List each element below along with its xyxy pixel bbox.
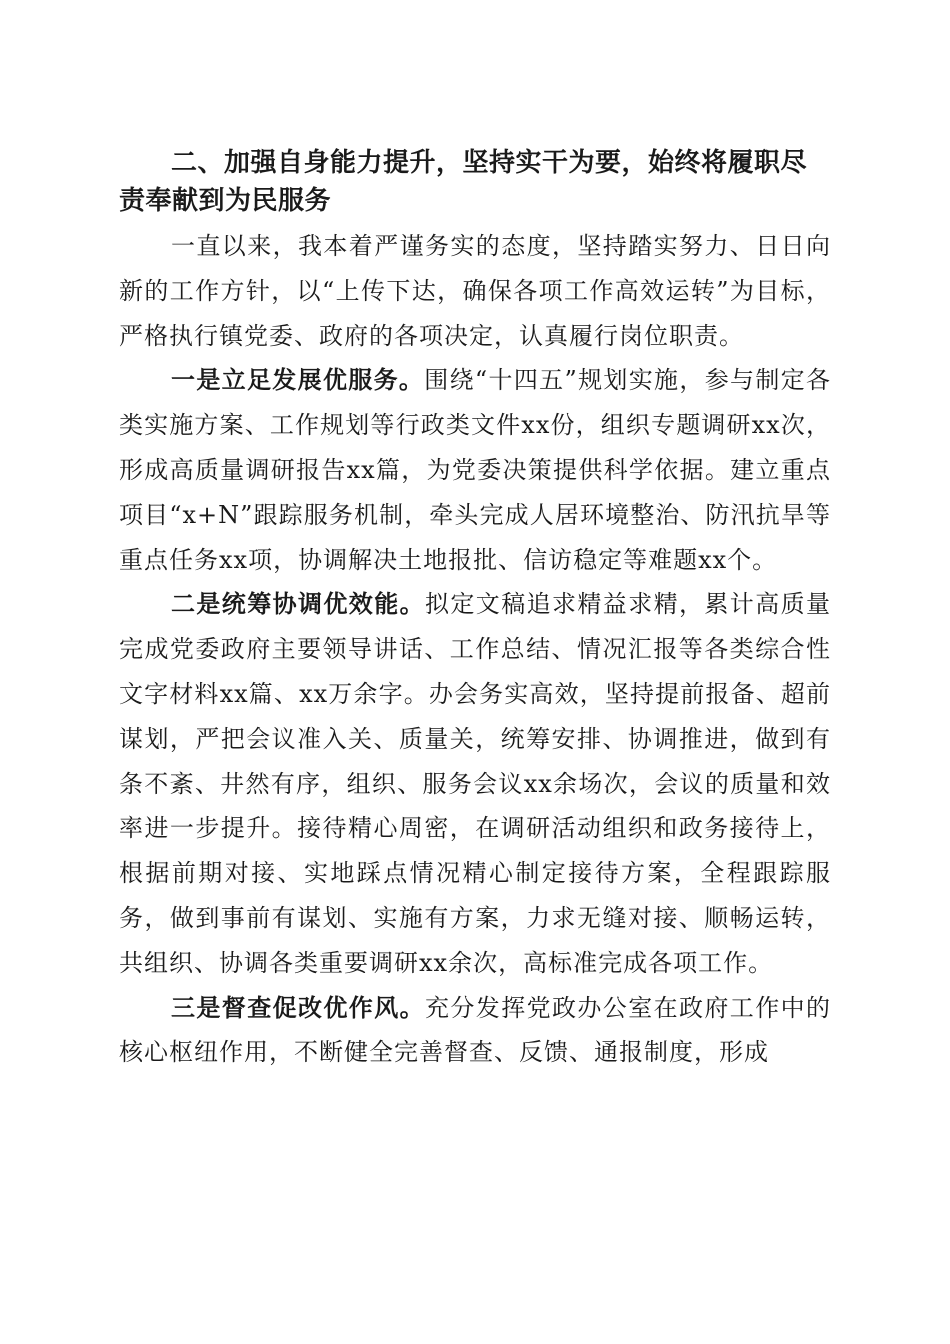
paragraph-body-1: 围绕“十四五”规划实施，参与制定各类实施方案、工作规划等行政类文件xx份，组织专题调研xx次，形成高质量调研报告xx篇，为党委决策提供科学依据。建立重点项目“x+N”跟踪服务机制，牵头完成人居环境整治、防汛抗旱等重点任务xx项，协调解决土地报批、信访稳定等难题xx个。 [119,366,832,574]
paragraph-item-2 [119,582,831,985]
paragraph-lead-2: 二是统筹协调优效能。 [171,590,425,619]
paragraph-item-3 [119,986,831,1076]
paragraph-body-3: 充分发挥党政办公室在政府工作中的核心枢纽作用，不断健全完善督查、反馈、通报制度，形成 [119,993,831,1067]
section-heading: 二、加强自身能力提升，坚持实干为要，始终将履职尽责奉献到为民服务 [119,148,808,216]
document-body [119,144,831,1075]
intro-paragraph: 一直以来，我本着严谨务实的态度，坚持踏实努力、日日向新的工作方针，以“上传下达，确保各项工作高效运转”为目标，严格执行镇党委、政府的各项决定，认真履行岗位职责。 [119,232,831,350]
paragraph-lead-3: 三是督查促改优作风。 [171,993,425,1022]
paragraph-item-1 [119,358,831,582]
paragraph-lead-1: 一是立足发展优服务。 [171,366,425,395]
paragraph-body-2: 拟定文稿追求精益求精，累计高质量完成党委政府主要领导讲话、工作总结、情况汇报等各类综合性文字材料xx篇、xx万余字。办会务实高效，坚持提前报备、超前谋划，严把会议准入关、质量关，统筹安排、协调推进，做到有条不紊、井然有序，组织、服务会议xx余场次，会议的质量和效率进一步提升。接待精心周密，在调研活动组织和政务接待上，根据前期对接、实地踩点情况精心制定接待方案，全程跟踪服务，做到事前有谋划、实施有方案，力求无缝对接、顺畅运转，共组织、协调各类重要调研xx余次，高标准完成各项工作。 [119,590,831,977]
